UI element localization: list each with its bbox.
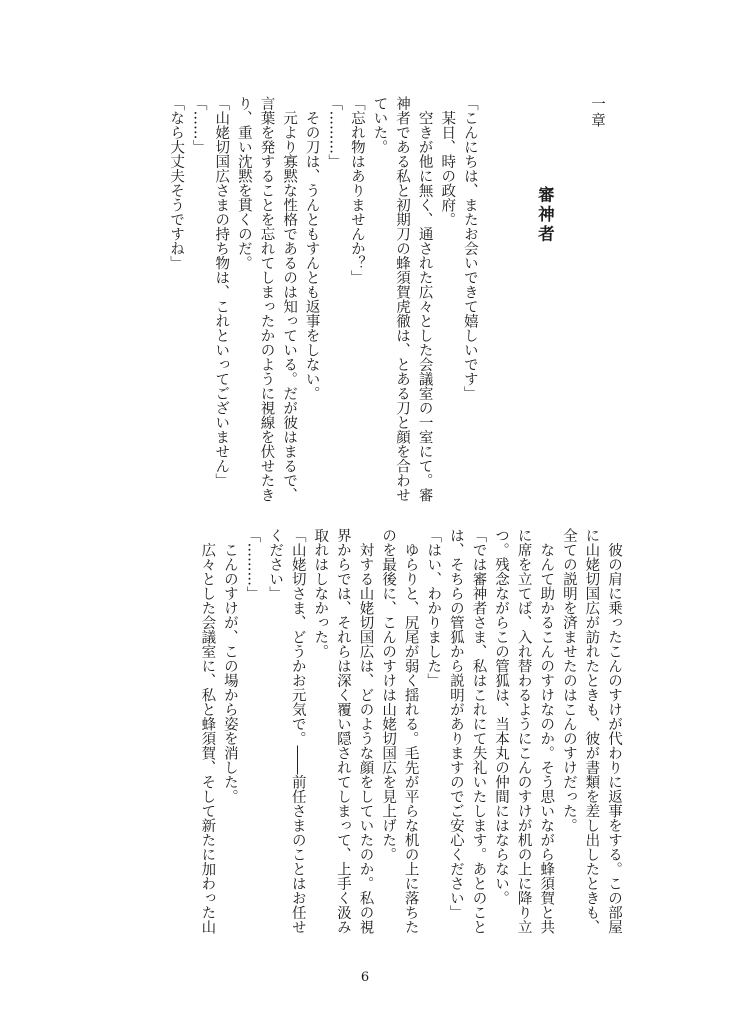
text-line: 「………」 <box>244 528 261 601</box>
text-line: 神者である私と初期刀の蜂須賀虎徹は、とある刀と顔を合わせ <box>394 96 411 502</box>
text-line: 対する山姥切国広は、どのような顔をしていたのか。私の視 <box>357 528 374 934</box>
text-line: ゆらりと、尻尾が弱く揺れる。毛先が平らな机の上に落ちた <box>402 528 419 934</box>
text-line: ください」 <box>267 528 284 601</box>
text-line: 「こんにちは、またお会いできて嬉しいです」 <box>461 96 478 401</box>
page-number: 6 <box>360 970 370 985</box>
chapter-number: 一章 <box>589 96 605 129</box>
text-line: に席を立てば、入れ替わるようにこんのすけが机の上に降り立 <box>515 528 532 934</box>
text-line: 「では審神者さま、私はこれにて失礼いたします。あとのこと <box>470 528 487 934</box>
text-line: 空きが他に無く、通された広々とした会議室の一室にて。審 <box>416 96 433 502</box>
text-line: 全ての説明を済ませたのはこんのすけだった。 <box>560 528 577 833</box>
text-line: 「なら大丈夫そうですね」 <box>168 96 185 270</box>
text-line: 「………」 <box>326 96 343 169</box>
text-line: のを最後に、こんのすけは山姥切国広を見上げた。 <box>380 528 397 862</box>
text-line: その刀は、うんともすんとも返事をしない。 <box>303 96 320 401</box>
text-line: 某日、時の政府。 <box>439 96 456 227</box>
upper-text-block <box>88 96 608 506</box>
text-line: なんて助かるこんのすけなのか。そう思いながら蜂須賀と共 <box>538 528 555 934</box>
text-line: 彼の肩に乗ったこんのすけが代わりに返事をする。この部屋 <box>606 528 622 934</box>
text-line: 「山姥切国広さまの持ち物は、これといってございません」 <box>213 96 230 488</box>
text-line: 言葉を発することを忘れてしまったかのように視線を伏せたき <box>258 96 275 502</box>
chapter-title: 審神者 <box>535 186 555 245</box>
text-line: 広々とした会議室に、私と蜂須賀、そして新たに加わった山 <box>199 528 216 934</box>
text-line: 「……」 <box>190 96 207 154</box>
text-line: こんのすけが、この場から姿を消した。 <box>221 528 238 804</box>
text-line: は、そちらの管狐から説明がありますのでご安心ください」 <box>447 528 464 920</box>
text-line: に山姥切国広が訪れたときも、彼が書類を差し出したときも、 <box>583 528 600 934</box>
text-line: 取れはしなかった。 <box>312 528 329 659</box>
text-line: 元より寡黙な性格であるのは知っている。だが彼はまるで、 <box>281 96 298 502</box>
lower-text-block <box>85 528 625 948</box>
text-line: つ。残念ながらこの管狐は、当本丸の仲間にはならない。 <box>493 528 510 905</box>
text-line: ていた。 <box>371 96 388 154</box>
text-line: り、重い沈黙を貫くのだ。 <box>235 96 252 270</box>
text-line: 「山姥切さま、どうかお元気で。――前任さまのことはお任せ <box>289 528 306 934</box>
text-line: 「はい、わかりました」 <box>425 528 442 688</box>
text-line: 界からでは、それらは深く覆い隠されてしまって、上手く汲み <box>334 528 351 934</box>
text-line: 「忘れ物はありませんか？」 <box>348 96 365 285</box>
